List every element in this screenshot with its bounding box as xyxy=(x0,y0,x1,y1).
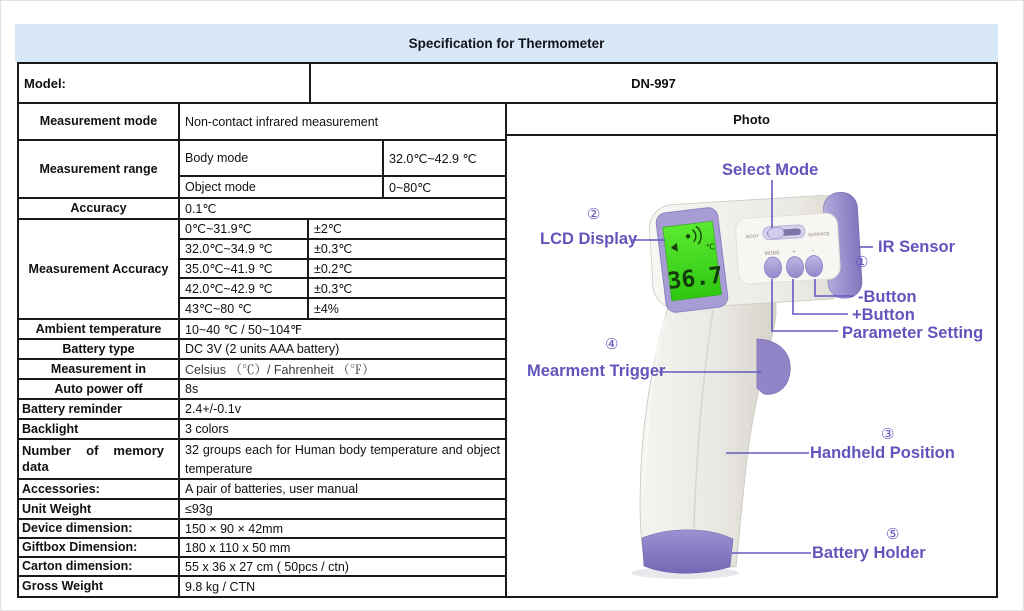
accuracy-row xyxy=(180,299,505,318)
row-unit-weight xyxy=(19,500,505,520)
mode-button-label: MODE xyxy=(764,250,780,258)
row-label: Giftbox Dimension: xyxy=(19,539,180,556)
range-cell: 35.0℃~41.9 ℃ xyxy=(180,260,309,278)
accuracy-row xyxy=(180,220,505,240)
row-battery-reminder xyxy=(19,400,505,420)
row-value: 0.1℃ xyxy=(185,202,217,216)
callout-lcd-display: LCD Display xyxy=(540,230,638,248)
row-ambient-temperature xyxy=(19,320,505,340)
callout-number-1: ① xyxy=(855,254,869,271)
group-label: Measurement range xyxy=(19,141,180,197)
row-gross-weight xyxy=(19,577,505,596)
callout-number-4: ④ xyxy=(605,336,619,353)
row-value: 32 groups each for Human body temperature and object temperature xyxy=(185,443,500,476)
accuracy-row xyxy=(180,279,505,299)
row-label: Gross Weight xyxy=(19,577,180,596)
row-value: Celsius （℃）/ Fahrenheit （℉） xyxy=(185,363,375,377)
row-memory-data xyxy=(19,440,505,480)
row-value: 9.8 kg / CTN xyxy=(185,579,256,594)
tolerance-cell: ±0.3℃ xyxy=(314,281,353,296)
minus-button-label: - xyxy=(811,247,815,255)
row-label: Measurement mode xyxy=(19,104,180,139)
tolerance-cell: ±0.3℃ xyxy=(314,242,353,257)
callout-number-2: ② xyxy=(587,206,601,223)
row-auto-power-off xyxy=(19,380,505,400)
trigger xyxy=(757,339,790,394)
row-giftbox-dimension xyxy=(19,539,505,558)
row-label: Accessories: xyxy=(19,480,180,498)
callout-battery-holder: Battery Holder xyxy=(812,544,926,562)
row-object-mode xyxy=(180,177,505,197)
row-label: Ambient temperature xyxy=(19,320,180,338)
row-label: Device dimension: xyxy=(19,520,180,537)
lcd-temperature-value: 36.7 xyxy=(666,262,725,296)
spec-rows xyxy=(19,104,507,596)
row-value: 3 colors xyxy=(185,422,229,436)
range-cell: 43℃~80 ℃ xyxy=(180,299,309,318)
row-body-mode xyxy=(180,141,505,177)
spec-table xyxy=(17,62,998,598)
row-label: Battery type xyxy=(19,340,180,358)
accuracy-row xyxy=(180,260,505,280)
row-value: 180 x 110 x 50 mm xyxy=(185,540,291,555)
row-measurement-mode xyxy=(19,104,505,141)
sub-label: Object mode xyxy=(180,177,384,197)
row-value: 8s xyxy=(185,382,199,396)
row-carton-dimension xyxy=(19,558,505,577)
row-label: Measurement in xyxy=(19,360,180,378)
callout-ir-sensor: IR Sensor xyxy=(878,238,956,256)
row-label: Accuracy xyxy=(19,199,180,218)
row-label: Number of memory data xyxy=(19,440,180,478)
row-device-dimension xyxy=(19,520,505,539)
mode-slider-thumb[interactable] xyxy=(768,227,785,238)
sub-value: 32.0℃~42.9 ℃ xyxy=(389,151,477,166)
row-value: A pair of batteries, user manual xyxy=(185,482,359,496)
sub-label: Body mode xyxy=(180,141,384,175)
row-value: ≤93g xyxy=(185,502,213,516)
row-accessories xyxy=(19,480,505,500)
row-label: Unit Weight xyxy=(19,500,180,518)
row-value: 2.4+/-0.1v xyxy=(185,402,241,416)
page-title: Specification for Thermometer xyxy=(15,24,998,62)
callout-select-mode: Select Mode xyxy=(722,161,819,179)
row-backlight xyxy=(19,420,505,440)
model-label: Model: xyxy=(19,64,311,102)
plus-button-label: + xyxy=(792,249,797,256)
row-value: 150 × 90 × 42mm xyxy=(185,521,283,536)
sub-value: 0~80℃ xyxy=(389,180,432,195)
callout-minus-button: -Button xyxy=(858,288,917,306)
tolerance-cell: ±4% xyxy=(314,301,339,316)
accuracy-row xyxy=(180,240,505,260)
photo-header: Photo xyxy=(507,104,996,136)
slider-label-body: BODY xyxy=(745,233,760,240)
group-label: Measurement Accuracy xyxy=(19,220,180,318)
row-value: 10~40 ℃ / 50~104℉ xyxy=(185,322,302,337)
tolerance-cell: ±2℃ xyxy=(314,222,342,237)
row-value: Non-contact infrared measurement xyxy=(185,114,379,129)
photo-column xyxy=(507,104,996,596)
battery-cap xyxy=(642,530,733,573)
callout-parameter-setting: Parameter Setting xyxy=(842,324,984,342)
callout-number-3: ③ xyxy=(881,426,895,443)
row-measurement-in xyxy=(19,360,505,380)
lcd-unit: ℃ xyxy=(705,242,716,253)
row-battery-type xyxy=(19,340,505,360)
range-cell: 0℃~31.9℃ xyxy=(180,220,309,238)
slider-label-surface: SURFACE xyxy=(807,231,830,238)
group-measurement-range xyxy=(19,141,505,199)
row-label: Carton dimension: xyxy=(19,558,180,575)
callout-number-5: ⑤ xyxy=(886,526,900,543)
callout-plus-button: +Button xyxy=(852,306,915,324)
row-label: Battery reminder xyxy=(19,400,180,418)
row-value: DC 3V (2 units AAA battery) xyxy=(185,342,340,356)
row-label: Auto power off xyxy=(19,380,180,398)
callout-measurement-trigger: Mearment Trigger xyxy=(527,362,666,380)
row-accuracy xyxy=(19,199,505,220)
callout-handheld-position: Handheld Position xyxy=(810,444,955,462)
model-row xyxy=(19,64,996,104)
row-label: Backlight xyxy=(19,420,180,438)
thermometer-photo xyxy=(507,136,996,596)
model-value: DN-997 xyxy=(631,75,676,91)
row-value: 55 x 36 x 27 cm ( 50pcs / ctn) xyxy=(185,559,349,574)
tolerance-cell: ±0.2℃ xyxy=(314,261,353,276)
group-measurement-accuracy xyxy=(19,220,505,320)
control-panel xyxy=(735,213,841,285)
range-cell: 42.0℃~42.9 ℃ xyxy=(180,279,309,297)
range-cell: 32.0℃~34.9 ℃ xyxy=(180,240,309,258)
